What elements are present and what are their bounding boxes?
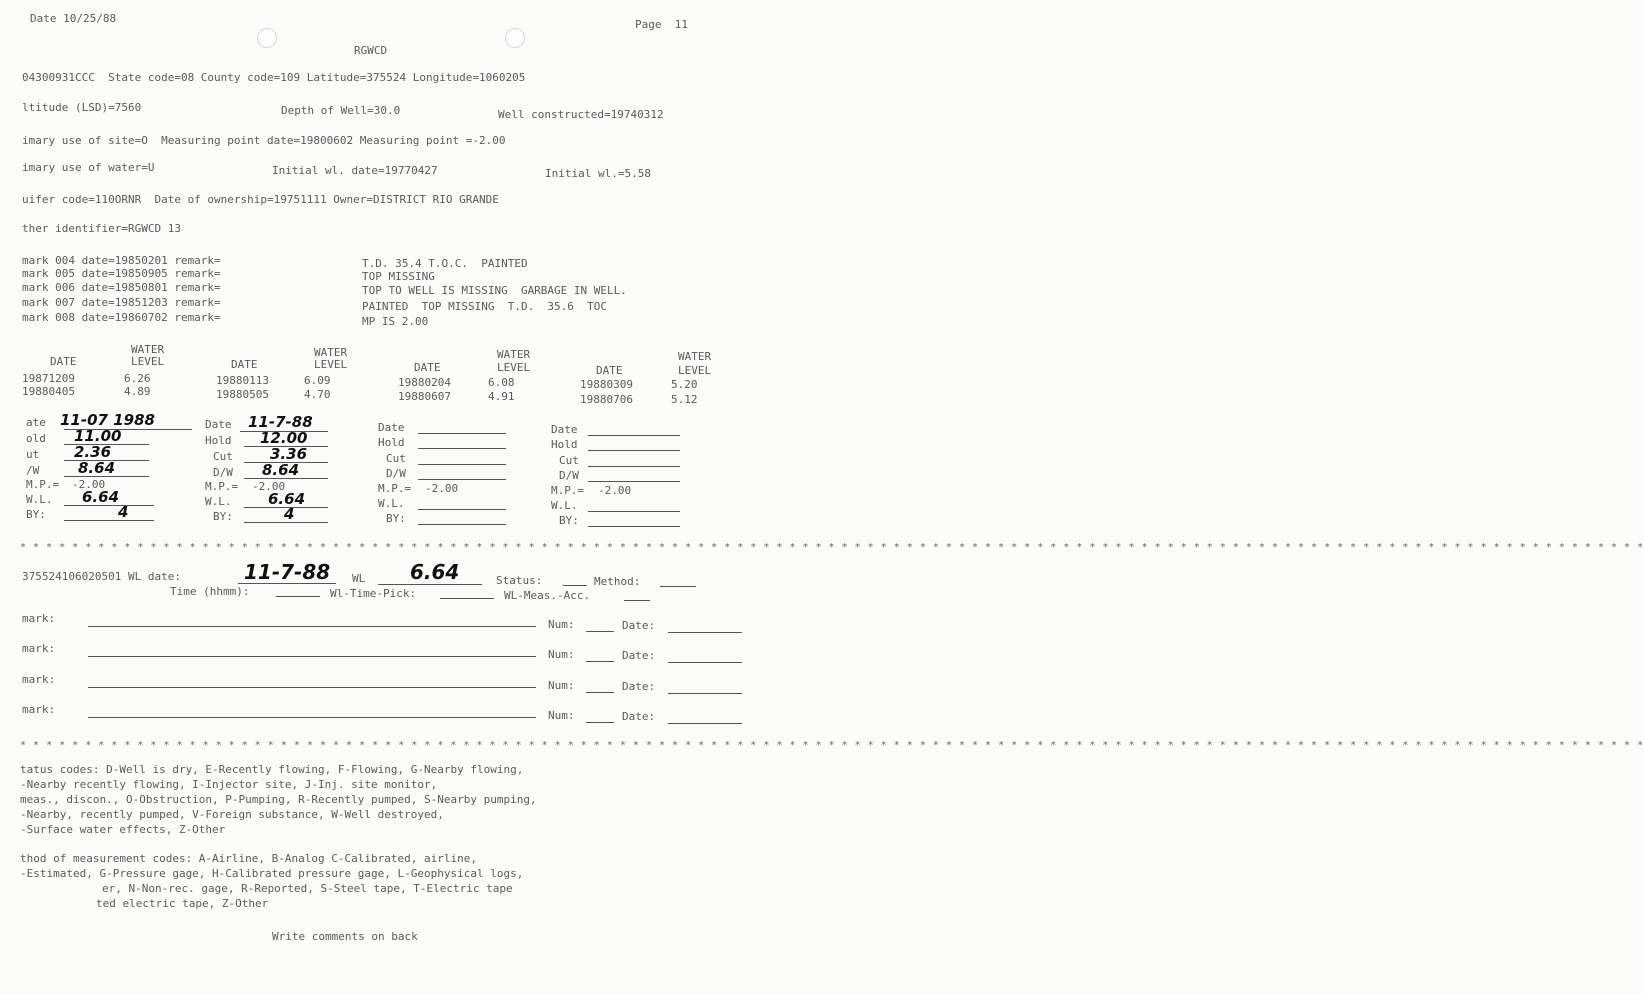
remark-left: mark 004 date=19850201 remark= <box>22 254 221 267</box>
form4-date-line[interactable] <box>588 435 680 436</box>
method-codes-line: thod of measurement codes: A-Airline, B-Analog C-Calibrated, airline, <box>20 852 477 865</box>
form2-cut-hw[interactable]: 3.36 <box>270 445 308 463</box>
form1-wl-hw[interactable]: 6.64 <box>82 488 120 506</box>
form2-wl-hw[interactable]: 6.64 <box>268 490 306 508</box>
form1-date-line <box>64 429 192 430</box>
well-constructed: Well constructed=19740312 <box>498 108 664 121</box>
remark-row-date: Date: <box>622 680 656 693</box>
level-value: 4.89 <box>124 385 151 398</box>
form4-mp-value: -2.00 <box>598 484 632 497</box>
form2-hold-label: Hold <box>205 434 232 447</box>
form2-mp-label: M.P.= <box>205 480 239 493</box>
remark-text: TOP MISSING <box>362 270 435 283</box>
remark-row-label: mark: <box>22 703 56 716</box>
remark-row-num: Num: <box>548 618 575 631</box>
form2-cut-label: Cut <box>213 450 233 463</box>
remark-num-line[interactable] <box>586 722 614 723</box>
form3-by-label: BY: <box>386 512 406 525</box>
form3-dw-line[interactable] <box>418 479 506 480</box>
form3-dw-label: D/W <box>386 467 406 480</box>
form2-by-hw[interactable]: 4 <box>284 505 295 523</box>
form1-date-hw[interactable]: 11-07 1988 <box>60 411 155 429</box>
remark-date-line[interactable] <box>668 662 742 663</box>
hdr-date: DATE <box>414 361 441 374</box>
entry-wl-date-hw[interactable]: 11-7-88 <box>244 560 331 584</box>
method-codes-line: -Estimated, G-Pressure gage, H-Calibrated pressure gage, L-Geophysical logs, <box>20 867 524 880</box>
page-number: Page 11 <box>635 18 688 31</box>
remark-row-date: Date: <box>622 649 656 662</box>
hdr-level: LEVEL <box>497 361 531 374</box>
remark-row-line[interactable] <box>88 656 536 657</box>
remark-row-label: mark: <box>22 612 56 625</box>
form3-hold-line[interactable] <box>418 448 506 449</box>
hdr-date: DATE <box>596 364 623 377</box>
form2-date-line <box>240 431 328 432</box>
level-date: 19880309 <box>580 378 633 391</box>
star-separator: * * * * * * * * * * * * * * * * * * * * * * * * * * * * * * * * * * * * * * * * * * * * * * * * * * * * * * * * * * * * * * * * * * * * * * * * * * * * * * * * * * * * * * * * * * * * * * * * * * * * * * * * * * * * * * * * * * * * * * * * * * * * * <box>20 740 1644 751</box>
form1-dw-hw[interactable]: 8.64 <box>78 459 116 477</box>
form4-by-line[interactable] <box>588 526 680 527</box>
hdr-water: WATER <box>678 350 712 363</box>
form4-cut-line[interactable] <box>588 466 680 467</box>
form4-hold-label: Hold <box>551 438 578 451</box>
form2-date-label: Date <box>205 418 232 431</box>
hdr-level: LEVEL <box>314 358 348 371</box>
entry-wl-hw[interactable]: 6.64 <box>410 560 460 584</box>
entry-wl-time-pick-label: Wl-Time-Pick: <box>330 587 417 600</box>
aquifer-owner: uifer code=110ORNR Date of ownership=19751111 Owner=DISTRICT RIO GRANDE <box>22 193 499 206</box>
remark-row-num: Num: <box>548 679 575 692</box>
form1-by-line <box>64 520 154 521</box>
form2-cut-line <box>244 462 328 463</box>
status-codes-line: -Nearby recently flowing, I-Injector site, J-Inj. site monitor, <box>20 778 438 791</box>
level-value: 6.08 <box>488 376 515 389</box>
level-value: 6.09 <box>304 374 331 387</box>
remark-left: mark 008 date=19860702 remark= <box>22 311 221 324</box>
hdr-level: LEVEL <box>131 355 165 368</box>
form4-cut-label: Cut <box>559 454 579 467</box>
primary-use-water: imary use of water=U <box>22 161 155 174</box>
form2-dw-label: D/W <box>213 466 233 479</box>
well-depth: Depth of Well=30.0 <box>281 104 401 117</box>
form1-by-label: BY: <box>26 508 46 521</box>
method-codes-line: er, N-Non-rec. gage, R-Reported, S-Steel tape, T-Electric tape <box>102 882 513 895</box>
form3-wl-line[interactable] <box>418 509 506 510</box>
form3-cut-line[interactable] <box>418 464 506 465</box>
entry-wl-date-line <box>238 583 336 584</box>
remark-date-line[interactable] <box>668 693 742 694</box>
form4-dw-line[interactable] <box>588 481 680 482</box>
remark-row-date: Date: <box>622 619 656 632</box>
form4-wl-line[interactable] <box>588 511 680 512</box>
form1-by-hw[interactable]: 4 <box>118 503 129 521</box>
entry-time-line[interactable] <box>276 596 320 597</box>
org-title: RGWCD <box>354 44 388 57</box>
form3-cut-label: Cut <box>386 452 406 465</box>
form3-wl-label: W.L. <box>378 497 405 510</box>
primary-use-site: imary use of site=O Measuring point date=19800602 Measuring point =-2.00 <box>22 134 506 147</box>
punch-hole <box>505 28 525 48</box>
hdr-water: WATER <box>131 343 165 356</box>
level-value: 4.70 <box>304 388 331 401</box>
form4-hold-line[interactable] <box>588 450 680 451</box>
remark-row-line[interactable] <box>88 717 536 718</box>
form2-dw-line <box>244 478 328 479</box>
remark-row-label: mark: <box>22 642 56 655</box>
remark-row-line[interactable] <box>88 687 536 688</box>
form2-dw-hw[interactable]: 8.64 <box>262 461 300 479</box>
hdr-water: WATER <box>314 346 348 359</box>
altitude: ltitude (LSD)=7560 <box>22 101 142 114</box>
level-date: 19871209 <box>22 372 75 385</box>
entry-wl-meas-acc-line[interactable] <box>624 600 650 601</box>
remark-num-line[interactable] <box>586 661 614 662</box>
form4-mp-label: M.P.= <box>551 484 585 497</box>
form2-hold-hw[interactable]: 12.00 <box>260 429 308 447</box>
level-date: 19880113 <box>216 374 269 387</box>
form2-wl-label: W.L. <box>205 495 232 508</box>
remark-text: MP IS 2.00 <box>362 315 429 328</box>
remark-row-num: Num: <box>548 709 575 722</box>
form4-wl-label: W.L. <box>551 499 578 512</box>
form1-hold-label: old <box>26 432 46 445</box>
hdr-date: DATE <box>50 355 77 368</box>
entry-site-id: 375524106020501 WL date: <box>22 570 181 583</box>
form3-date-line[interactable] <box>418 433 506 434</box>
other-identifier: ther identifier=RGWCD 13 <box>22 222 181 235</box>
level-value: 4.91 <box>488 390 515 403</box>
form1-cut-line <box>64 460 149 461</box>
report-date: Date 10/25/88 <box>30 12 117 25</box>
form1-dw-label: /W <box>26 464 40 477</box>
level-date: 19880204 <box>398 376 451 389</box>
remark-left: mark 007 date=19851203 remark= <box>22 296 221 309</box>
remark-text: TOP TO WELL IS MISSING GARBAGE IN WELL. <box>362 284 627 297</box>
form4-dw-label: D/W <box>559 469 579 482</box>
form3-mp-label: M.P.= <box>378 482 412 495</box>
form1-cut-hw[interactable]: 2.36 <box>74 443 112 461</box>
remark-row-line[interactable] <box>88 626 536 627</box>
entry-time-label: Time (hhmm): <box>170 585 250 598</box>
form1-hold-line <box>64 444 149 445</box>
entry-wl-time-pick-line[interactable] <box>440 598 494 599</box>
initial-wl: Initial wl.=5.58 <box>545 167 651 180</box>
form1-wl-label: W.L. <box>26 493 53 506</box>
status-codes-line: -Surface water effects, Z-Other <box>20 823 226 836</box>
remark-left: mark 005 date=19850905 remark= <box>22 267 221 280</box>
remark-row-date: Date: <box>622 710 656 723</box>
level-date: 19880607 <box>398 390 451 403</box>
entry-wl-meas-acc-label: WL-Meas.-Acc. <box>504 589 591 602</box>
method-codes-line: ted electric tape, Z-Other <box>96 897 269 910</box>
form2-wl-line <box>244 507 328 508</box>
level-date: 19880405 <box>22 385 75 398</box>
remark-date-line[interactable] <box>668 632 742 633</box>
star-separator: * * * * * * * * * * * * * * * * * * * * * * * * * * * * * * * * * * * * * * * * * * * * * * * * * * * * * * * * * * * * * * * * * * * * * * * * * * * * * * * * * * * * * * * * * * * * * * * * * * * * * * * * * * * * * * * * * * * * * * * * * * * * * <box>20 542 1644 553</box>
form1-hold-hw[interactable]: 11.00 <box>74 427 122 445</box>
hdr-date: DATE <box>231 358 258 371</box>
form1-mp-label: M.P.= <box>26 478 60 491</box>
level-value: 6.26 <box>124 372 151 385</box>
level-value: 5.20 <box>671 378 698 391</box>
level-date: 19880505 <box>216 388 269 401</box>
form2-date-hw[interactable]: 11-7-88 <box>248 413 313 431</box>
status-codes-line: meas., discon., O-Obstruction, P-Pumping, R-Recently pumped, S-Nearby pumping, <box>20 793 537 806</box>
form3-by-line[interactable] <box>418 524 506 525</box>
form1-wl-line <box>64 505 154 506</box>
form2-hold-line <box>244 446 328 447</box>
form4-by-label: BY: <box>559 514 579 527</box>
entry-method-label: Method: <box>594 575 641 588</box>
entry-method-line[interactable] <box>660 586 696 587</box>
form4-date-label: Date <box>551 423 578 436</box>
form2-by-line <box>244 522 328 523</box>
remark-num-line[interactable] <box>586 692 614 693</box>
remark-text: PAINTED TOP MISSING T.D. 35.6 TOC <box>362 300 608 313</box>
level-date: 19880706 <box>580 393 633 406</box>
form2-mp-value: -2.00 <box>252 480 286 493</box>
level-value: 5.12 <box>671 393 698 406</box>
remark-row-label: mark: <box>22 673 56 686</box>
form1-cut-label: ut <box>26 448 40 461</box>
remark-date-line[interactable] <box>668 723 742 724</box>
form2-by-label: BY: <box>213 510 233 523</box>
site-line-1: 04300931CCC State code=08 County code=109 Latitude=375524 Longitude=1060205 <box>22 71 526 84</box>
entry-status-line[interactable] <box>563 585 587 586</box>
footer-note: Write comments on back <box>272 930 418 943</box>
form1-date-label: ate <box>26 416 46 429</box>
remark-text: T.D. 35.4 T.O.C. PAINTED <box>362 257 528 270</box>
entry-wl-line <box>378 584 482 585</box>
entry-status-label: Status: <box>496 574 543 587</box>
form3-mp-value: -2.00 <box>425 482 459 495</box>
form1-mp-value: -2.00 <box>72 478 106 491</box>
hdr-water: WATER <box>497 348 531 361</box>
entry-wl-label: WL <box>352 572 366 585</box>
form3-date-label: Date <box>378 421 405 434</box>
hdr-level: LEVEL <box>678 364 712 377</box>
form1-dw-line <box>64 476 149 477</box>
remark-num-line[interactable] <box>586 631 614 632</box>
initial-wl-date: Initial wl. date=19770427 <box>272 164 438 177</box>
punch-hole <box>257 28 277 48</box>
remark-left: mark 006 date=19850801 remark= <box>22 281 221 294</box>
remark-row-num: Num: <box>548 648 575 661</box>
status-codes-line: tatus codes: D-Well is dry, E-Recently flowing, F-Flowing, G-Nearby flowing, <box>20 763 524 776</box>
status-codes-line: -Nearby, recently pumped, V-Foreign substance, W-Well destroyed, <box>20 808 444 821</box>
form3-hold-label: Hold <box>378 436 405 449</box>
